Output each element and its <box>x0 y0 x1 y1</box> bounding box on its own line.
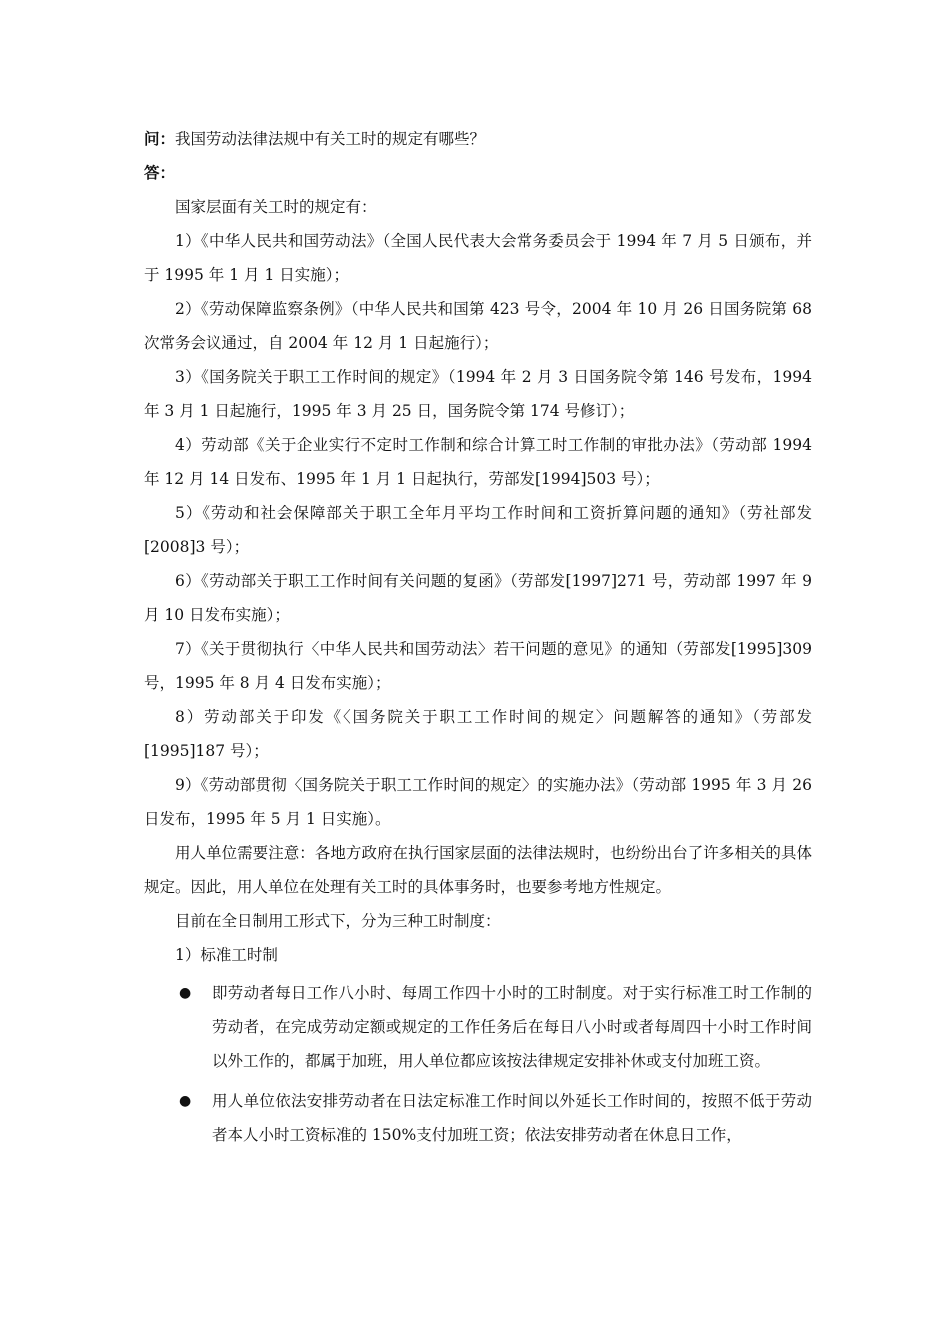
standard-hours-bullets <box>144 976 812 1152</box>
employer-note: 用人单位需要注意：各地方政府在执行国家层面的法律法规时，也纷纷出台了许多相关的具体规定。因此，用人单位在处理有关工时的具体事务时，也要参考地方性规定。 <box>144 844 812 896</box>
question-label: 问： <box>144 129 176 148</box>
answer-intro: 国家层面有关工时的规定有： <box>175 198 377 216</box>
bullet-text: 用人单位依法安排劳动者在日法定标准工作时间以外延长工作时间的，按照不低于劳动者本人小时工资标准的 150%支付加班工资；依法安排劳动者在休息日工作， <box>212 1092 812 1144</box>
law-item: 8）劳动部关于印发《〈国务院关于职工工作时间的规定〉问题解答的通知》（劳部发[1995]187 号）； <box>144 708 812 760</box>
law-item: 4）劳动部《关于企业实行不定时工作制和综合计算工时工作制的审批办法》（劳动部 1994 年 12 月 14 日发布、1995 年 1 月 1 日起执行，劳部发[1994]503 号）； <box>144 436 812 488</box>
law-item: 3）《国务院关于职工工作时间的规定》（1994 年 2 月 3 日国务院令第 146 号发布，1994 年 3 月 1 日起施行，1995 年 3 月 25 日，国务院令第 174 号修订）； <box>144 368 812 420</box>
law-item: 1）《中华人民共和国劳动法》（全国人民代表大会常务委员会于 1994 年 7 月 5 日颁布，并于 1995 年 1 月 1 日实施）； <box>144 232 812 284</box>
law-item: 5）《劳动和社会保障部关于职工全年月平均工作时间和工资折算问题的通知》（劳社部发[2008]3 号）； <box>144 504 812 556</box>
bullet-dot-icon: ● <box>179 985 192 1001</box>
bullet-text: 即劳动者每日工作八小时、每周工作四十小时的工时制度。对于实行标准工时工作制的劳动者，在完成劳动定额或规定的工作任务后在每日八小时或者每周四十小时工作时间以外工作的，都属于加班，用人单位都应该按法律规定安排补休或支付加班工资。 <box>212 984 812 1070</box>
answer-line <box>144 156 812 190</box>
question-line <box>144 122 812 156</box>
answer-label: 答： <box>144 163 176 182</box>
document-body <box>144 122 812 1152</box>
question-text: 我国劳动法律法规中有关工时的规定有哪些？ <box>175 130 486 148</box>
bullet-dot-icon: ● <box>179 1093 192 1109</box>
law-item: 6）《劳动部关于职工工作时间有关问题的复函》（劳部发[1997]271 号，劳动部 1997 年 9 月 10 日发布实施）； <box>144 572 812 624</box>
law-item: 7）《关于贯彻执行〈中华人民共和国劳动法〉若干问题的意见》的通知（劳部发[1995]309 号，1995 年 8 月 4 日发布实施）； <box>144 640 812 692</box>
bullet-item <box>179 976 812 1078</box>
law-item: 2）《劳动保障监察条例》（中华人民共和国第 423 号令，2004 年 10 月 26 日国务院第 68 次常务会议通过，自 2004 年 12 月 1 日起施行）； <box>144 300 812 352</box>
law-item: 9）《劳动部贯彻〈国务院关于职工工作时间的规定〉的实施办法》（劳动部 1995 年 3 月 26 日发布，1995 年 5 月 1 日实施）。 <box>144 776 812 828</box>
bullet-item <box>179 1084 812 1152</box>
standard-hours-heading: 1）标准工时制 <box>175 946 278 964</box>
work-hour-systems-intro: 目前在全日制用工形式下，分为三种工时制度： <box>175 912 501 930</box>
